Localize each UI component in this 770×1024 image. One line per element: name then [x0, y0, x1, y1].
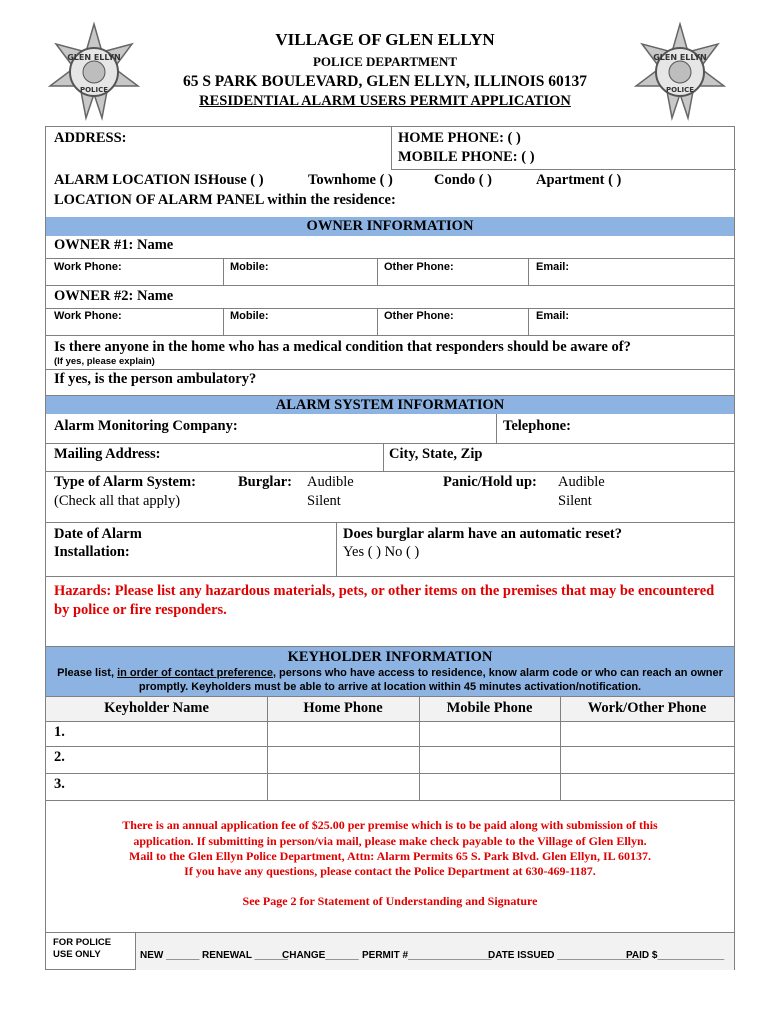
- police-change-field[interactable]: CHANGE______: [282, 950, 359, 961]
- townhome-checkbox[interactable]: Townhome ( ): [308, 172, 393, 188]
- owner1-mobile[interactable]: Mobile:: [230, 261, 269, 273]
- col-mobile-phone: Mobile Phone: [446, 700, 533, 716]
- police-permit-field[interactable]: PERMIT #_______________: [362, 950, 492, 961]
- police-date-issued-field[interactable]: DATE ISSUED _______________: [488, 950, 641, 961]
- keyholder-note: Please list, in order of contact preference, persons who have access to residence, know alarm code or who can reach an owner: [57, 667, 723, 679]
- monitoring-company-field[interactable]: Alarm Monitoring Company:: [54, 418, 238, 434]
- medical-condition-note: (If yes, please explain): [54, 356, 155, 367]
- mailing-address-field[interactable]: Mailing Address:: [54, 446, 161, 462]
- company-telephone-field[interactable]: Telephone:: [503, 418, 571, 434]
- auto-reset-options[interactable]: Yes ( ) No ( ): [343, 544, 420, 560]
- owner-info-heading: OWNER INFORMATION: [306, 218, 474, 234]
- police-renewal-field[interactable]: RENEWAL ______: [202, 950, 288, 961]
- fee-notice-line1: There is an annual application fee of $25.00 per premise which is to be paid along with submission of this: [122, 818, 658, 832]
- home-phone-field[interactable]: HOME PHONE: ( ): [398, 130, 521, 146]
- medical-condition-question[interactable]: Is there anyone in the home who has a medical condition that responders should be aware of?: [54, 339, 631, 355]
- col-keyholder-name: Keyholder Name: [104, 700, 209, 716]
- auto-reset-question: Does burglar alarm have an automatic reset?: [343, 526, 622, 542]
- owner1-other-phone[interactable]: Other Phone:: [384, 261, 454, 273]
- owner1-name-field[interactable]: OWNER #1: Name: [54, 237, 174, 253]
- ambulatory-question[interactable]: If yes, is the person ambulatory?: [54, 371, 257, 387]
- alarm-type-label: Type of Alarm System:: [54, 474, 196, 490]
- keyholder-note-line2: promptly. Keyholders must be able to arrive at location within 45 minutes activation/notification.: [138, 681, 642, 693]
- badge-text-bottom: POLICE: [79, 86, 109, 94]
- badge-text-top: GLEN ELLYN: [67, 53, 121, 62]
- keyholder-heading: KEYHOLDER INFORMATION: [287, 649, 493, 665]
- keyholder-row-3[interactable]: 3.: [54, 776, 65, 792]
- owner2-other-phone[interactable]: Other Phone:: [384, 310, 454, 322]
- apartment-checkbox[interactable]: Apartment ( ): [536, 172, 622, 188]
- police-use-label-2: USE ONLY: [53, 949, 101, 960]
- department-name: POLICE DEPARTMENT: [312, 54, 458, 69]
- owner2-work-phone[interactable]: Work Phone:: [54, 310, 122, 322]
- form-title: RESIDENTIAL ALARM USERS PERMIT APPLICATION: [199, 93, 571, 109]
- burglar-silent-option[interactable]: Silent: [307, 493, 341, 509]
- alarm-info-heading: ALARM SYSTEM INFORMATION: [275, 397, 505, 413]
- city-state-zip-field[interactable]: City, State, Zip: [389, 446, 483, 462]
- owner1-email[interactable]: Email:: [536, 261, 570, 273]
- burglar-label: Burglar:: [238, 474, 292, 490]
- owner2-mobile[interactable]: Mobile:: [230, 310, 269, 322]
- fee-notice-line2: application. If submitting in person/via mail, please make check payable to the Village of Glen Ellyn.: [133, 834, 647, 848]
- police-paid-field[interactable]: PAID $____________: [626, 950, 725, 961]
- house-checkbox[interactable]: House ( ): [208, 172, 264, 188]
- fee-notice-line3: Mail to the Glen Ellyn Police Department, Attn: Alarm Permits 65 S. Park Blvd. Glen Ellyn, IL 60137.: [129, 849, 651, 863]
- alarm-location-label: ALARM LOCATION IS:: [54, 172, 213, 188]
- page-title: VILLAGE OF GLEN ELLYN: [275, 30, 495, 49]
- burglar-audible-option[interactable]: Audible: [307, 474, 354, 490]
- fee-notice-line4: If you have any questions, please contact the Police Department at 630-469-1187.: [184, 864, 596, 878]
- col-home-phone: Home Phone: [303, 700, 383, 716]
- alarm-type-note: (Check all that apply): [54, 493, 181, 509]
- owner2-name-field[interactable]: OWNER #2: Name: [54, 288, 174, 304]
- see-page-2-notice: See Page 2 for Statement of Understanding and Signature: [242, 894, 538, 908]
- mobile-phone-field[interactable]: MOBILE PHONE: ( ): [398, 149, 535, 165]
- address-label: ADDRESS:: [54, 130, 127, 146]
- keyholder-row-1[interactable]: 1.: [54, 724, 65, 740]
- alarm-panel-location-field[interactable]: LOCATION OF ALARM PANEL within the residence:: [54, 192, 396, 208]
- installation-date-label-2: Installation:: [54, 544, 130, 560]
- owner2-email[interactable]: Email:: [536, 310, 570, 322]
- application-form: [45, 126, 735, 970]
- col-work-phone: Work/Other Phone: [587, 700, 707, 716]
- badge-text-bottom: POLICE: [665, 86, 695, 94]
- installation-date-label[interactable]: Date of Alarm: [54, 526, 142, 542]
- owner1-work-phone[interactable]: Work Phone:: [54, 261, 122, 273]
- keyholder-row-2[interactable]: 2.: [54, 749, 65, 765]
- panic-label: Panic/Hold up:: [443, 474, 537, 490]
- condo-checkbox[interactable]: Condo ( ): [434, 172, 493, 188]
- panic-audible-option[interactable]: Audible: [558, 474, 605, 490]
- police-use-label: FOR POLICE: [53, 937, 112, 948]
- department-address: 65 S PARK BOULEVARD, GLEN ELLYN, ILLINOIS 60137: [182, 73, 588, 90]
- panic-silent-option[interactable]: Silent: [558, 493, 592, 509]
- hazards-field[interactable]: Hazards: Please list any hazardous materials, pets, or other items on the premises that may be encountered by police or fire responders.: [54, 583, 715, 618]
- police-new-field[interactable]: NEW ______: [140, 950, 200, 961]
- badge-text-top: GLEN ELLYN: [653, 53, 707, 62]
